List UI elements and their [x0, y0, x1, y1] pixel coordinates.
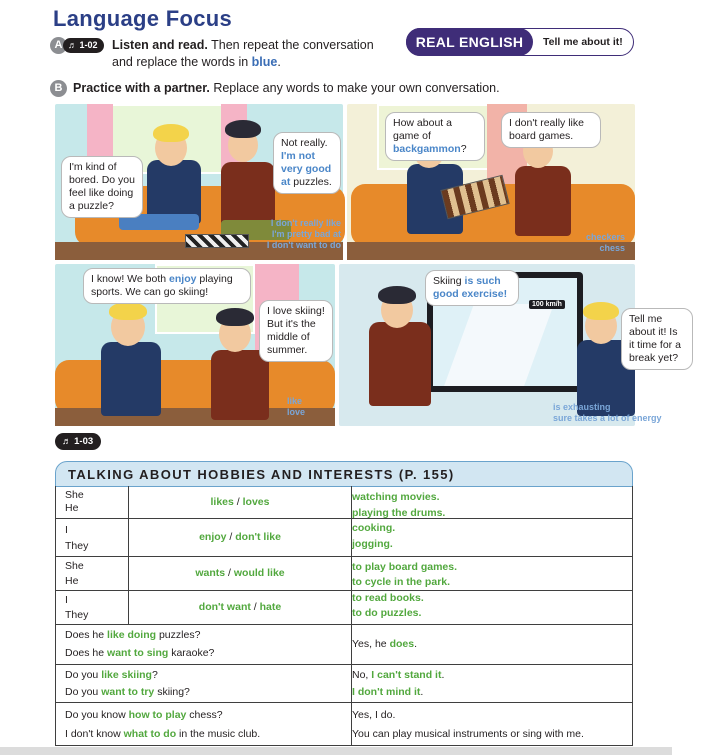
audio-track-a[interactable]: ♬ 1-02 — [63, 38, 104, 53]
answer-line: Yes, I do. — [352, 709, 396, 721]
speech-bubble: I'm kind of bored. Do you feel like doing a puzzle? — [61, 156, 143, 218]
q-text: ? — [151, 669, 158, 681]
q-highlight: how to play — [128, 709, 187, 721]
comic-panel-3 — [55, 264, 335, 426]
substitution-list — [565, 232, 625, 254]
boy-hair — [153, 124, 189, 142]
verb-separator: / — [233, 495, 243, 508]
verb-separator: / — [225, 567, 234, 579]
q-text: Does he — [65, 629, 108, 641]
speech-bubble — [385, 112, 485, 161]
a-text: Yes, he — [352, 638, 390, 650]
object-phrase: to read books. — [352, 591, 424, 604]
substitution-item: checkers — [585, 232, 625, 242]
subject-word: She — [65, 489, 84, 501]
q-text: karaoke? — [168, 647, 215, 659]
verb-word: wants — [195, 567, 226, 579]
verb-separator: / — [226, 531, 236, 543]
q-highlight: like skiing — [101, 669, 152, 681]
verb-cell — [129, 486, 352, 518]
bubble-text: ? — [460, 143, 467, 155]
q-text: Does he — [65, 647, 108, 659]
substitution-list — [231, 218, 341, 251]
answer-cell — [352, 625, 632, 664]
substitution-list — [287, 396, 327, 418]
boy-vest — [221, 162, 275, 226]
q-text: skiing? — [154, 686, 190, 698]
subject-word: They — [65, 609, 89, 621]
boy-vest — [211, 350, 269, 420]
verb-word: don't like — [235, 531, 281, 543]
substitution-item: chess — [599, 243, 625, 253]
bubble-text: puzzles. — [293, 176, 332, 188]
substitution-item: love — [287, 407, 306, 417]
subject-cell — [56, 519, 129, 556]
question-line — [65, 728, 260, 741]
verb-cell — [129, 591, 352, 624]
answer-cell — [352, 665, 632, 702]
a-highlight: I don't mind it — [352, 686, 421, 698]
boy-vest — [369, 322, 431, 406]
instruction-a-bold: Listen and read. — [112, 38, 208, 52]
question-line — [65, 686, 190, 699]
boy-jacket — [101, 342, 161, 416]
bubble-blue-text: is such good exercise! — [433, 275, 508, 300]
subject-word: I — [65, 594, 68, 606]
answer-line — [352, 669, 444, 682]
boy-hair — [225, 120, 261, 138]
a-highlight: I can't stand it — [371, 669, 442, 681]
instruction-b-body: Replace any words to make your own conversation. — [209, 81, 500, 95]
verb-word: enjoy — [199, 531, 227, 543]
speech-bubble — [425, 270, 519, 306]
question-cell — [56, 665, 352, 702]
q-highlight: want to sing — [107, 647, 169, 659]
subject-cell — [56, 557, 129, 590]
instruction-a-end: . — [277, 55, 281, 69]
audio-track-b[interactable]: ♬ 1-03 — [55, 433, 101, 450]
a-text: . — [420, 686, 424, 698]
verb-word: would like — [233, 567, 285, 579]
q-highlight: like doing — [107, 629, 157, 641]
subject-word: He — [65, 502, 79, 514]
bubble-blue-text: enjoy — [169, 273, 197, 285]
subject-cell — [56, 591, 129, 624]
verb-cell — [129, 557, 352, 590]
subject-word: I — [65, 524, 68, 536]
q-text: Do you — [65, 686, 102, 698]
q-text: I don't know — [65, 728, 124, 740]
answer-cell — [352, 703, 632, 746]
boy-vest — [515, 166, 571, 236]
speech-bubble: I don't really like board games. — [501, 112, 601, 148]
answer-line — [352, 638, 417, 651]
instruction-b-bold: Practice with a partner. — [73, 81, 210, 95]
subject-word: He — [65, 575, 79, 587]
answer-line — [352, 686, 423, 699]
answer-line: You can play musical instruments or sing with me. — [352, 728, 584, 740]
question-cell — [56, 703, 352, 746]
q-text: Do you know — [65, 709, 129, 721]
bubble-blue-text: backgammon — [393, 143, 461, 155]
verb-separator: / — [250, 601, 260, 613]
bubble-text: Not really. — [281, 137, 328, 149]
speed-readout: 100 km/h — [529, 300, 565, 309]
q-text: chess? — [186, 709, 223, 721]
a-text: No, — [352, 669, 372, 681]
table-row — [56, 624, 632, 664]
question-line — [65, 709, 223, 722]
section-a-marker: A — [50, 37, 67, 54]
verb-cell — [129, 519, 352, 556]
audio-track-a-label: 1-02 — [79, 40, 98, 51]
page-title: Language Focus — [53, 6, 232, 31]
grammar-table-header — [55, 461, 633, 487]
table-row — [56, 702, 632, 746]
instruction-a — [50, 37, 390, 69]
comic-panel-2 — [347, 104, 635, 260]
speech-bubble: Tell me about it! Is it time for a break yet? — [621, 308, 693, 370]
question-cell — [56, 625, 352, 664]
bubble-blue-text: I'm not very good at — [281, 150, 332, 188]
object-phrase: to play board games. — [352, 561, 458, 573]
bubble-text: How about a game of — [393, 117, 452, 142]
real-english-phrase: Tell me about it! — [543, 36, 623, 48]
a-text: . — [414, 638, 417, 650]
q-highlight: want to try — [101, 686, 155, 698]
question-line — [65, 669, 158, 682]
bubble-text: Skiing — [433, 275, 462, 287]
speech-bubble: I love skiing! But it's the middle of summer. — [259, 300, 333, 362]
instruction-a-blue-word: blue — [251, 55, 278, 69]
boy-hair — [109, 302, 147, 320]
speech-bubble — [273, 132, 341, 194]
real-english-box — [406, 28, 634, 56]
subject-word: They — [65, 540, 89, 552]
q-highlight: what to do — [123, 728, 177, 740]
substitution-item: sure takes a lot of energy — [553, 413, 662, 423]
comic-panel-1 — [55, 104, 343, 260]
section-b-marker: B — [50, 80, 67, 97]
instruction-a-text — [112, 37, 392, 71]
substitution-item: I'm pretty bad at — [271, 229, 341, 239]
speech-bubble — [83, 268, 251, 304]
comic-panel-4 — [339, 264, 681, 426]
substitution-list — [553, 402, 713, 424]
subject-cell — [56, 486, 129, 518]
verb-word: don't want — [198, 601, 251, 613]
substitution-item: I don't really like — [270, 218, 341, 228]
bubble-text: playing sports. We can go skiing! — [91, 273, 233, 298]
boy-hair — [378, 286, 416, 304]
q-text: Do you — [65, 669, 102, 681]
instruction-b — [50, 80, 500, 97]
object-phrase: cooking. — [352, 522, 396, 534]
bubble-text: I know! We both — [91, 273, 167, 285]
object-cell — [352, 560, 632, 622]
q-text: puzzles? — [156, 629, 201, 641]
question-line — [65, 647, 214, 660]
boy-hair — [216, 308, 254, 326]
boy-hair — [583, 302, 619, 320]
page-bottom-strip — [0, 747, 672, 755]
verb-word: likes — [210, 495, 234, 508]
grammar-table — [55, 486, 633, 746]
q-text: in the music club. — [176, 728, 261, 740]
table-row — [56, 664, 632, 702]
object-phrase: playing the drums. — [352, 506, 446, 519]
object-phrase: to do puzzles. — [352, 606, 422, 619]
comic-strip — [55, 104, 681, 426]
grammar-table-title: TALKING ABOUT HOBBIES AND INTERESTS (P. 155) — [68, 467, 455, 482]
real-english-label: REAL ENGLISH — [406, 28, 533, 56]
instruction-a-body: Then repeat the conversation and replace the words in — [112, 38, 374, 69]
substitution-item: I don't want to do — [266, 240, 341, 250]
subject-word: She — [65, 560, 84, 572]
verb-word: loves — [242, 495, 270, 508]
object-phrase: to cycle in the park. — [352, 576, 451, 589]
a-highlight: does — [389, 638, 415, 650]
a-text: . — [441, 669, 445, 681]
substitution-item: is exhausting — [553, 402, 611, 412]
substitution-item: like — [287, 396, 303, 406]
object-cell — [352, 490, 632, 554]
audio-track-b-label: 1-03 — [74, 436, 94, 447]
verb-word: hate — [259, 601, 282, 613]
object-phrase: jogging. — [352, 537, 393, 550]
object-phrase: watching movies. — [352, 491, 440, 503]
question-line — [65, 629, 200, 642]
